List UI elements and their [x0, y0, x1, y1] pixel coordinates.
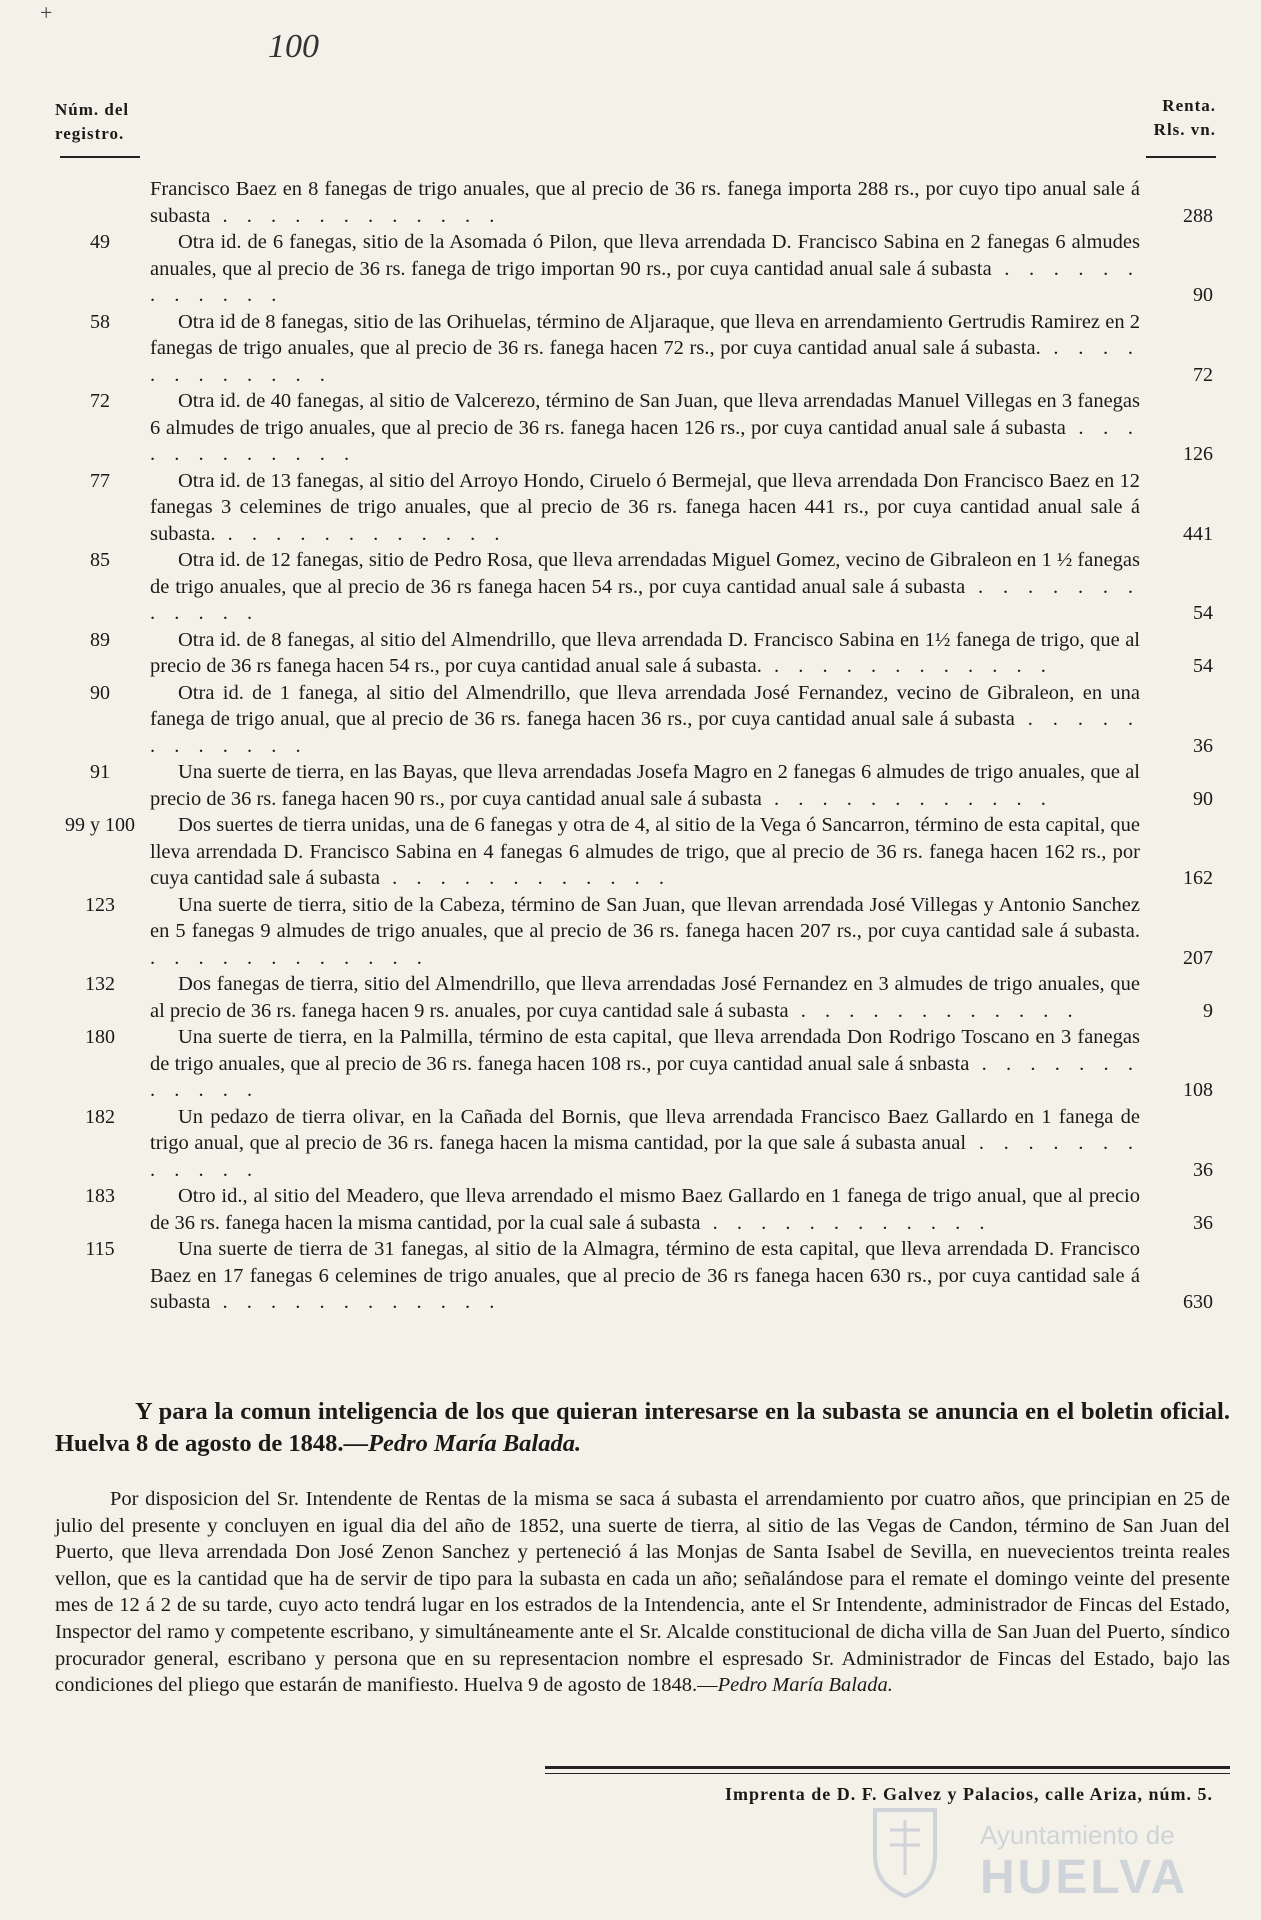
entry-registry-number: 183 [85, 1185, 115, 1207]
entry-rent-amount: 108 [1183, 1079, 1213, 1101]
notice-text: Por disposicion del Sr. Intendente de Rentas de la misma se saca á subasta el arrendamiento por cuatro años, que principian en 25 de julio del presente y concluyen en igual dia del año de 1852, una suerte de tierra, al sitio de las Vegas de Candon, término de San Juan del Puerto, que lleva arrendada Don José Zenon Sanchez y perteneció á las Monjas de Santa Isabel de Sevilla, en nuevecientos treinta reales vellon, que es la cantidad que ha de servir de tipo para la subasta en cada un año; señalándose para el remate el domingo veinte del presente mes de 12 á 2 de su tarde, cuyo acto tendrá lugar en los estrados de la Intendencia, ante el Sr Intendente, administrador de Fincas del Estado, Inspector del ramo y competente escribano, y simultáneamente ante el Sr. Alcalde constitucional de dicha villa de San Juan del Puerto, síndico procurador general, escribano y persona que en su representacion nombre el espresado Sr. Administrador de Fincas del Estado, bajo las condiciones del pliego que estarán de manifiesto. Huelva 9 de agosto de 1848.— [55, 1488, 1230, 1697]
archive-watermark [870, 1800, 1250, 1910]
leader-dots: . . . . . . . . . . . . [150, 337, 1140, 386]
entry-rent-amount: 90 [1193, 787, 1213, 810]
entry-text: Una suerte de tierra, sitio de la Cabeza, término de San Juan, que llevan arrendada José Villegas y Antonio Sanchez en 5 fanegas 9 almudes de trigo anuales, que al precio de 36 rs. fanega hacen 207 rs., por cuya cantidad sale á subasta. [150, 893, 1140, 942]
header-rent [1154, 94, 1216, 142]
entry-registry-number: 132 [85, 973, 115, 995]
registry-entry [0, 971, 1261, 1024]
entry-registry-number: 180 [85, 1026, 115, 1048]
printer-imprint: Imprenta de D. F. Galvez y Palacios, calle Ariza, núm. 5. [725, 1784, 1213, 1804]
entry-text: Otro id., al sitio del Meadero, que lleva arrendado el mismo Baez Gallardo en 1 fanega de trigo anual, que al precio de 36 rs. fanega hacen la misma cantidad, por la cual sale á subasta [150, 1185, 1140, 1234]
leader-dots: . . . . . . . . . . . . [150, 1132, 1140, 1181]
entry-registry-number: 115 [85, 1238, 115, 1260]
closing-announcement [55, 1396, 1230, 1460]
entry-text: Otra id. de 8 fanegas, al sitio del Almendrillo, que lleva arrendada D. Francisco Sabina en 1½ fanega de trigo, que al precio de 36 rs fanega hacen 54 rs., por cuya cantidad anual sale á subasta. [150, 628, 1140, 677]
registry-entry [0, 388, 1261, 468]
registry-entry [0, 1024, 1261, 1104]
entry-text: Una suerte de tierra, en la Palmilla, término de esta capital, que lleva arrendada Don Rodrigo Toscano en 3 fanegas de trigo anuales, que al precio de 36 rs. fanega hacen 108 rs., por cuya cantidad anual sale á snbasta [150, 1026, 1140, 1075]
entry-text: Una suerte de tierra, en las Bayas, que lleva arrendadas Josefa Magro en 2 fanegas 6 almudes de trigo anuales, que al precio de 36 rs. fanega hacen 90 rs., por cuya cantidad anual sale á subasta [150, 761, 1140, 810]
registry-entry [0, 547, 1261, 627]
entry-text: Otra id de 8 fanegas, sitio de las Orihuelas, término de Aljaraque, que lleva en arrendamiento Gertrudis Ramirez en 2 fanegas de trigo anuales, que al precio de 36 rs. fanega hacen 72 rs., por cuya cantidad anual sale á subasta. [150, 310, 1140, 359]
leader-dots: . . . . . . . . . . . . [215, 522, 507, 545]
entry-description [150, 229, 1140, 309]
entries-list [0, 176, 1261, 1316]
entry-registry-number: 58 [90, 310, 110, 333]
entry-rent-amount: 54 [1193, 602, 1213, 624]
registry-entry [0, 309, 1261, 389]
registry-entry [0, 1104, 1261, 1184]
watermark-line2: HUELVA [980, 1851, 1189, 1904]
entry-description [150, 176, 1140, 229]
entry-text: Otra id. de 12 fanegas, sitio de Pedro Rosa, que lleva arrendadas Miguel Gomez, vecino de Gibraleon en 1 ½ fanegas de trigo anuales, que al precio de 36 rs fanega hacen 54 rs., por cuya cantidad anual sale á subasta [150, 549, 1140, 598]
leader-dots: . . . . . . . . . . . . [150, 946, 429, 969]
entry-text: Dos suertes de tierra unidas, una de 6 fanegas y otra de 4, al sitio de la Vega ó Sancarron, término de esta capital, que lleva arrendada D. Francisco Sabina en 4 fanegas 6 almudes de trigo, que al precio de 36 rs. fanega hacen 162 rs., por cuya cantidad sale á subasta [150, 814, 1140, 889]
entry-description [150, 468, 1140, 548]
entry-rent-amount: 630 [1183, 1291, 1213, 1313]
entry-rent-amount: 9 [1203, 999, 1213, 1022]
leader-dots: . . . . . . . . . . . . [150, 575, 1141, 624]
entry-description [150, 309, 1140, 389]
leader-dots: . . . . . . . . . . . . [700, 1211, 992, 1234]
leader-dots: . . . . . . . . . . . . [761, 787, 1053, 810]
registry-entry [0, 627, 1261, 680]
entry-text: Otra id. de 13 fanegas, al sitio del Arroyo Hondo, Ciruelo ó Bermejal, que lleva arrendada Don Francisco Baez en 12 fanegas 3 celemines de trigo anuales, que al precio de 36 rs. fanega hacen 441 rs., por cuya cantidad anual sale á subasta. [150, 469, 1140, 545]
closing-text: Y para la comun inteligencia de los que quieran interesarse en la subasta se anuncia en el boletin oficial. Huelva 8 de agosto de 1848.— [55, 1398, 1230, 1457]
leader-dots: . . . . . . . . . . . . [150, 708, 1141, 757]
leader-dots: . . . . . . . . . . . . [210, 204, 502, 227]
entry-description [150, 1236, 1140, 1316]
entry-rent-amount: 162 [1183, 867, 1213, 889]
header-registry-number [55, 98, 129, 146]
leader-dots: . . . . . . . . . . . . [761, 655, 1053, 677]
entry-description [150, 1183, 1140, 1236]
entry-rent-amount: 288 [1183, 204, 1213, 227]
registry-entry [0, 812, 1261, 892]
registry-entry [0, 468, 1261, 548]
entry-rent-amount: 441 [1183, 522, 1213, 545]
registry-entry [0, 229, 1261, 309]
entry-description [150, 680, 1140, 760]
entry-description [150, 971, 1140, 1024]
entry-registry-number: 89 [90, 628, 110, 651]
entry-rent-amount: 36 [1193, 734, 1213, 757]
footer-rule-thin [545, 1773, 1230, 1774]
entry-registry-number: 49 [90, 231, 110, 253]
entry-rent-amount: 36 [1193, 1158, 1213, 1181]
entry-rent-amount: 126 [1183, 443, 1213, 465]
folio-number: 100 [268, 28, 319, 65]
entry-text: Otra id. de 40 fanegas, al sitio de Valcerezo, término de San Juan, que lleva arrendadas Manuel Villegas en 3 fanegas 6 almudes de trigo anuales, que al precio de 36 rs. fanega hacen 126 rs., por cuya cantidad anual sale á subasta [150, 390, 1140, 439]
entry-rent-amount: 72 [1193, 363, 1213, 386]
entry-text: Francisco Baez en 8 fanegas de trigo anuales, que al precio de 36 rs. fanega importa 288 rs., por cuyo tipo anual sale á subasta [150, 178, 1140, 227]
entry-registry-number: 90 [90, 681, 110, 704]
registry-entry [0, 680, 1261, 760]
registry-entry [0, 759, 1261, 812]
entry-registry-number: 91 [90, 761, 110, 783]
leader-dots: . . . . . . . . . . . . [150, 1052, 1140, 1101]
entry-text: Otra id. de 1 fanega, al sitio del Almendrillo, que lleva arrendada José Fernandez, vecino de Gibraleon, en una fanega de trigo anual, que al precio de 36 rs. fanega hacen 36 rs., por cuya cantidad anual sale á subasta [150, 681, 1140, 730]
entry-registry-number: 123 [85, 893, 115, 916]
header-right-line1: Renta. [1162, 96, 1216, 115]
entry-rent-amount: 36 [1193, 1211, 1213, 1234]
footer-rule [545, 1766, 1230, 1769]
notice-signer: Pedro María Balada. [717, 1674, 893, 1697]
entry-text: Otra id. de 6 fanegas, sitio de la Asomada ó Pilon, que lleva arrendada D. Francisco Sabina en 2 fanegas 6 almudes anuales, que al precio de 36 rs. fanega de trigo importan 90 rs., por cuya cantidad anual sale á subasta [150, 231, 1140, 280]
entry-description [150, 1104, 1140, 1184]
header-left-line1: Núm. del [55, 100, 130, 119]
leader-dots: . . . . . . . . . . . . [379, 867, 671, 889]
entry-description [150, 388, 1140, 468]
entry-rent-amount: 54 [1193, 655, 1213, 677]
entry-registry-number: 182 [85, 1105, 115, 1128]
entry-rent-amount: 207 [1183, 946, 1213, 969]
registry-entry [0, 1183, 1261, 1236]
header-right-line2: Rls. vn. [1153, 120, 1216, 139]
header-left-line2: registro. [55, 124, 125, 143]
coat-of-arms-icon [870, 1800, 940, 1900]
entry-registry-number: 99 y 100 [65, 814, 135, 836]
leader-dots: . . . . . . . . . . . . [210, 1291, 502, 1313]
watermark-line1: Ayuntamiento de [980, 1820, 1175, 1850]
leader-dots: . . . . . . . . . . . . [150, 416, 1140, 465]
entry-registry-number: 72 [90, 390, 110, 412]
registry-entry [0, 892, 1261, 972]
leader-dots: . . . . . . . . . . . . [788, 999, 1080, 1022]
header-rule-left [60, 156, 140, 158]
registry-entry [0, 176, 1261, 229]
closing-signer: Pedro María Balada. [368, 1430, 582, 1457]
entry-rent-amount: 90 [1193, 284, 1213, 306]
registry-entry [0, 1236, 1261, 1316]
leader-dots: . . . . . . . . . . . . [150, 257, 1140, 306]
entry-text: Una suerte de tierra de 31 fanegas, al sitio de la Almagra, término de esta capital, que lleva arrendada D. Francisco Baez en 17 fanegas 6 celemines de trigo anuales, que al precio de 36 rs fanega hacen 630 rs., por cuya cantidad sale á subasta [150, 1238, 1140, 1313]
entry-description [150, 627, 1140, 680]
entry-text: Un pedazo de tierra olivar, en la Cañada del Bornis, que lleva arrendada Francisco Baez Gallardo en 1 fanega de trigo anual, que al precio de 36 rs. fanega hacen la misma cantidad, por la que sale á subasta anual [150, 1105, 1140, 1154]
entry-text: Dos fanegas de tierra, sitio del Almendrillo, que lleva arrendadas José Fernandez en 3 almudes de trigo anuales, que al precio de 36 rs. fanega hacen 9 rs. anuales, por cuya cantidad sale á subasta [150, 973, 1140, 1022]
entry-description [150, 892, 1140, 972]
entry-description [150, 1024, 1140, 1104]
entry-registry-number: 85 [90, 549, 110, 571]
entry-description [150, 812, 1140, 892]
header-rule-right [1146, 156, 1216, 158]
entry-registry-number: 77 [90, 469, 110, 492]
entry-description [150, 759, 1140, 812]
auction-notice [55, 1486, 1230, 1699]
entry-description [150, 547, 1140, 627]
handwritten-mark: + [40, 0, 53, 25]
